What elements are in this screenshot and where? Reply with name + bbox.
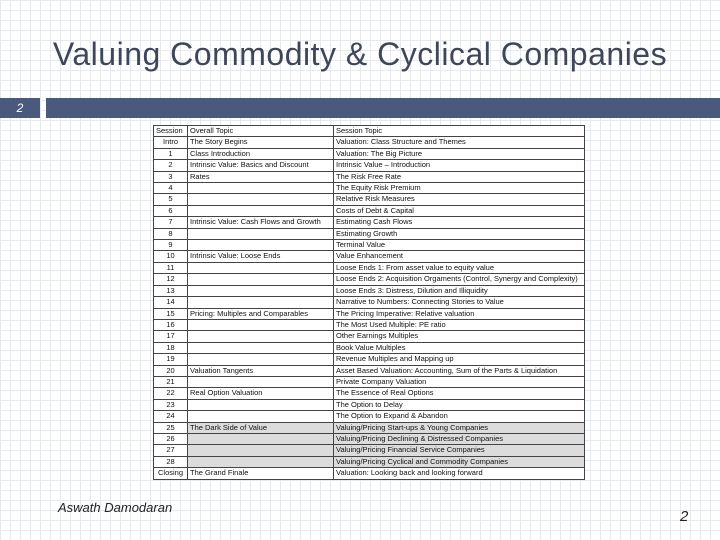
overall-topic-cell [188,433,334,444]
overall-topic-cell [188,411,334,422]
session-topic-cell: The Option to Expand & Abandon [334,411,585,422]
session-topic-cell: Valuing/Pricing Start-ups & Young Companies [334,422,585,433]
session-topic-cell: Narrative to Numbers: Connecting Stories to Value [334,297,585,308]
session-topic-cell: Revenue Multiples and Mapping up [334,354,585,365]
table-row [154,319,585,330]
table-row [154,433,585,444]
session-cell: 6 [154,205,188,216]
table-row [154,376,585,387]
overall-topic-cell: Valuation Tangents [188,365,334,376]
session-topic-cell: Loose Ends 3: Distress, Dilution and Illiquidity [334,285,585,296]
overall-topic-cell [188,354,334,365]
overall-topic-cell: The Story Begins [188,137,334,148]
table-row [154,228,585,239]
header-session-topic: Session Topic [334,126,585,137]
slide-title: Valuing Commodity & Cyclical Companies [52,36,668,72]
session-topic-cell: Estimating Growth [334,228,585,239]
session-topic-cell: The Equity Risk Premium [334,183,585,194]
overall-topic-cell: The Dark Side of Value [188,422,334,433]
session-topic-cell: Estimating Cash Flows [334,217,585,228]
table-row [154,297,585,308]
session-cell: 16 [154,319,188,330]
session-topic-cell: Book Value Multiples [334,342,585,353]
table-row [154,388,585,399]
table-row [154,456,585,467]
table-row [154,445,585,456]
overall-topic-cell: Real Option Valuation [188,388,334,399]
overall-topic-cell: Intrinsic Value: Cash Flows and Growth [188,217,334,228]
overall-topic-cell [188,228,334,239]
table-body [154,137,585,479]
overall-topic-cell [188,376,334,387]
session-cell: 22 [154,388,188,399]
table-row [154,160,585,171]
session-topic-cell: The Essence of Real Options [334,388,585,399]
table-header-row [154,126,585,137]
session-topic-cell: Valuation: Class Structure and Themes [334,137,585,148]
session-cell: 23 [154,399,188,410]
page-number: 2 [680,508,689,525]
overall-topic-cell: The Grand Finale [188,468,334,479]
session-cell: 7 [154,217,188,228]
session-cell: 2 [154,160,188,171]
session-cell: 10 [154,251,188,262]
session-cell: 12 [154,274,188,285]
session-topic-cell: Loose Ends 2: Acquisition Orgaments (Control, Synergy and Complexity) [334,274,585,285]
session-topic-cell: The Pricing Imperative: Relative valuation [334,308,585,319]
table-row [154,285,585,296]
session-topic-cell: Asset Based Valuation: Accounting, Sum of the Parts & Liquidation [334,365,585,376]
session-cell: 19 [154,354,188,365]
table-row [154,262,585,273]
session-topic-cell: The Risk Free Rate [334,171,585,182]
overall-topic-cell [188,319,334,330]
session-cell: 20 [154,365,188,376]
overall-topic-cell [188,274,334,285]
table-row [154,183,585,194]
session-cell: 1 [154,148,188,159]
session-topic-cell: Valuing/Pricing Financial Service Companies [334,445,585,456]
session-topic-cell: Valuation: The Big Picture [334,148,585,159]
table-row [154,240,585,251]
session-topic-cell: Costs of Debt & Capital [334,205,585,216]
session-cell: 4 [154,183,188,194]
session-cell: 11 [154,262,188,273]
table-row [154,411,585,422]
slide-number-badge: 2 [0,98,40,118]
header-session: Session [154,126,188,137]
overall-topic-cell: Intrinsic Value: Loose Ends [188,251,334,262]
session-topic-cell: Relative Risk Measures [334,194,585,205]
table-row [154,251,585,262]
author-name: Aswath Damodaran [58,500,173,515]
overall-topic-cell [188,183,334,194]
session-cell: 24 [154,411,188,422]
overall-topic-cell: Pricing: Multiples and Comparables [188,308,334,319]
session-cell: 13 [154,285,188,296]
session-cell: 5 [154,194,188,205]
session-cell: 17 [154,331,188,342]
overall-topic-cell [188,399,334,410]
overall-topic-cell [188,445,334,456]
header-bar [46,98,720,118]
session-topic-cell: Valuing/Pricing Cyclical and Commodity Companies [334,456,585,467]
session-cell: 3 [154,171,188,182]
table-row [154,217,585,228]
session-cell: 14 [154,297,188,308]
overall-topic-cell [188,262,334,273]
table-row [154,331,585,342]
session-cell: Closing [154,468,188,479]
session-cell: Intro [154,137,188,148]
session-cell: 27 [154,445,188,456]
session-topic-cell: Terminal Value [334,240,585,251]
table-row [154,308,585,319]
schedule-table [153,125,585,480]
session-cell: 18 [154,342,188,353]
overall-topic-cell [188,456,334,467]
header-overall-topic: Overall Topic [188,126,334,137]
overall-topic-cell [188,205,334,216]
session-topic-cell: Private Company Valuation [334,376,585,387]
table-row [154,194,585,205]
session-cell: 25 [154,422,188,433]
overall-topic-cell [188,194,334,205]
schedule-table-container [153,125,584,480]
session-cell: 28 [154,456,188,467]
table-row [154,148,585,159]
table-row [154,468,585,479]
overall-topic-cell: Class Introduction [188,148,334,159]
session-cell: 26 [154,433,188,444]
overall-topic-cell: Intrinsic Value: Basics and Discount [188,160,334,171]
table-row [154,365,585,376]
table-row [154,354,585,365]
session-cell: 9 [154,240,188,251]
overall-topic-cell [188,297,334,308]
session-topic-cell: Intrinsic Value – Introduction [334,160,585,171]
table-row [154,342,585,353]
session-topic-cell: Other Earnings Multiples [334,331,585,342]
overall-topic-cell [188,342,334,353]
overall-topic-cell [188,331,334,342]
session-cell: 15 [154,308,188,319]
overall-topic-cell [188,285,334,296]
table-row [154,205,585,216]
slide-header-bar [0,98,720,118]
overall-topic-cell [188,240,334,251]
table-row [154,399,585,410]
session-topic-cell: Value Enhancement [334,251,585,262]
table-row [154,274,585,285]
table-row [154,171,585,182]
session-cell: 21 [154,376,188,387]
table-row [154,422,585,433]
session-topic-cell: Loose Ends 1: From asset value to equity value [334,262,585,273]
session-topic-cell: Valuing/Pricing Declining & Distressed Companies [334,433,585,444]
session-topic-cell: Valuation: Looking back and looking forward [334,468,585,479]
overall-topic-cell: Rates [188,171,334,182]
table-row [154,137,585,148]
session-topic-cell: The Most Used Multiple: PE ratio [334,319,585,330]
session-cell: 8 [154,228,188,239]
session-topic-cell: The Option to Delay [334,399,585,410]
